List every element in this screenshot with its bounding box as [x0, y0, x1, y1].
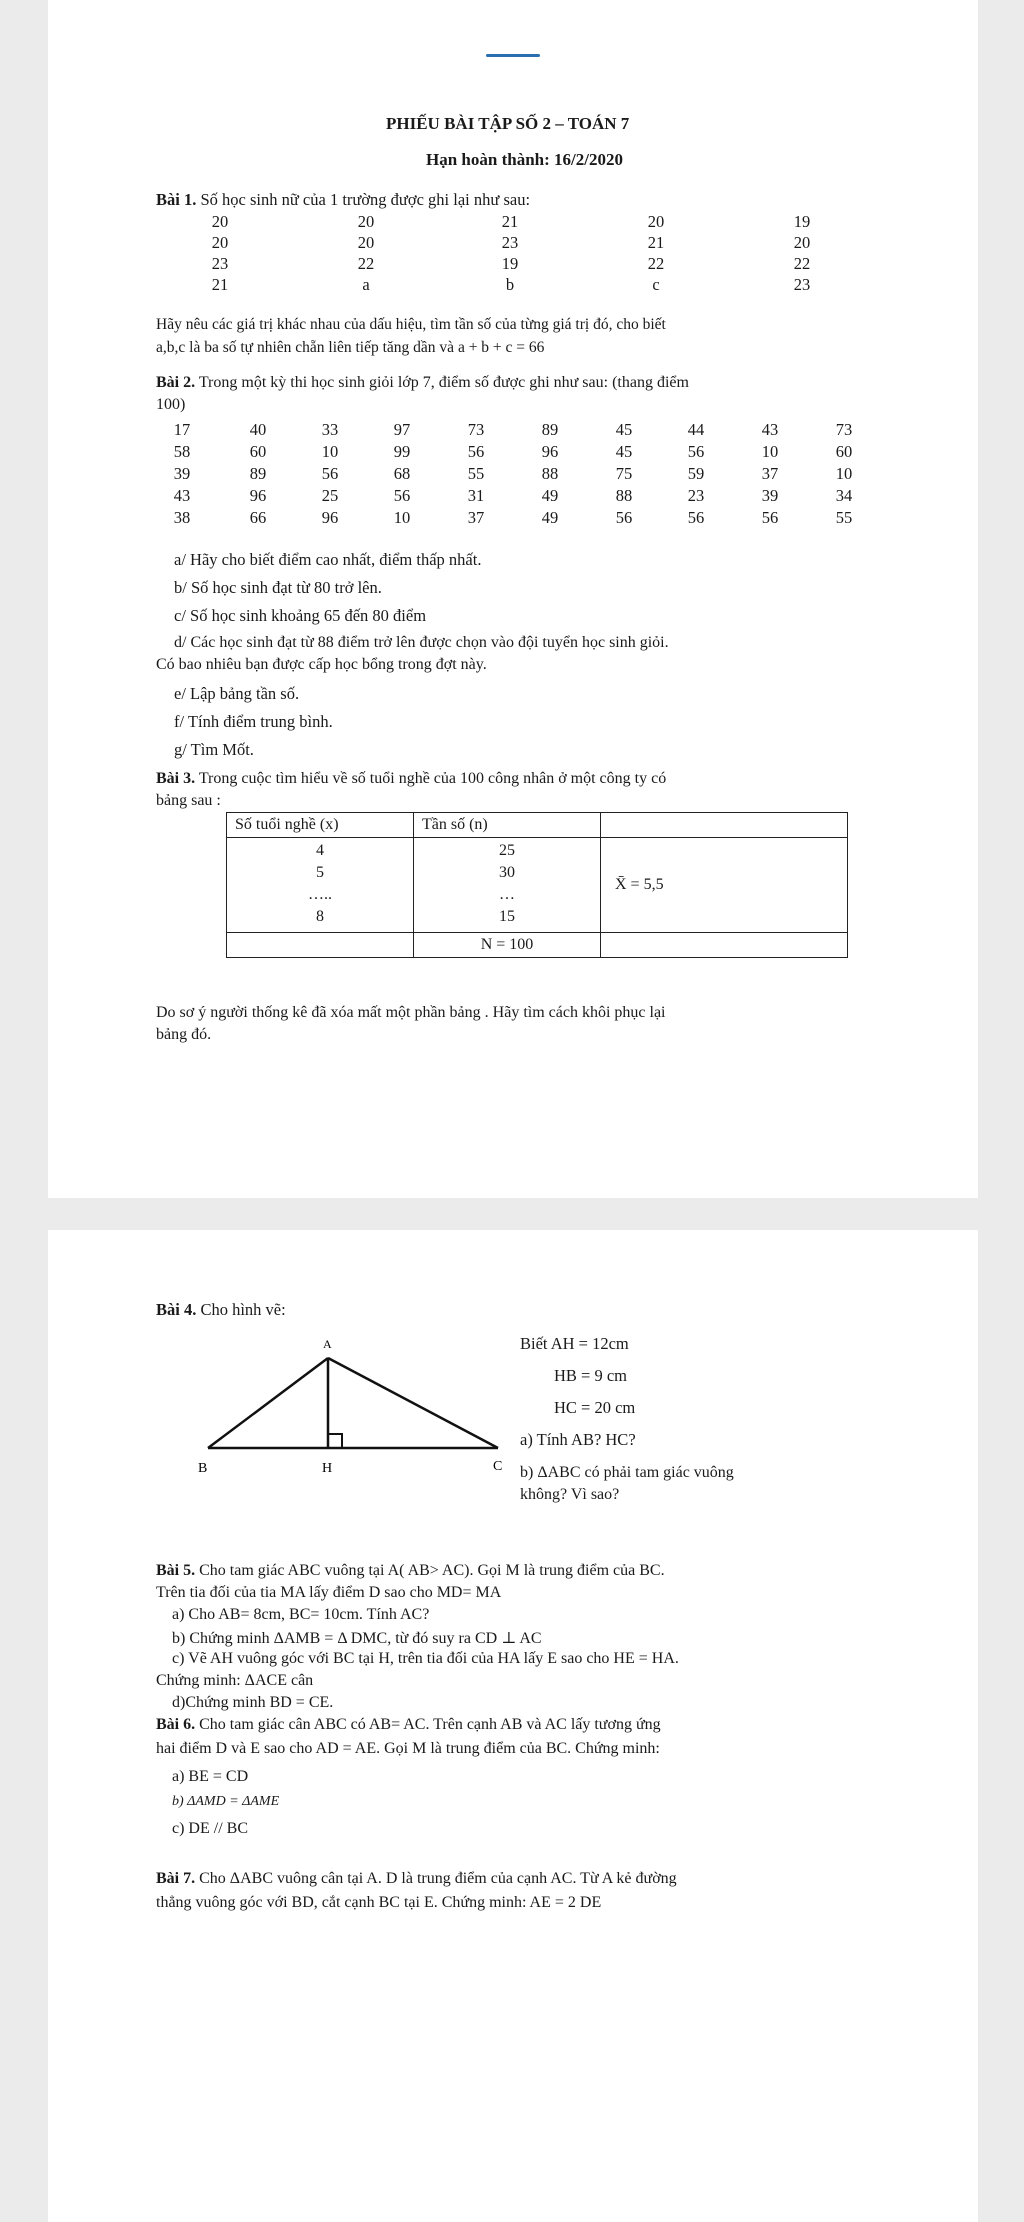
- bai4-given-3: HC = 20 cm: [554, 1398, 636, 1417]
- n-value: …: [499, 886, 515, 903]
- bai4-heading: [156, 1300, 286, 1320]
- point-c: C: [493, 1459, 503, 1474]
- bai2-cell: 89: [249, 464, 267, 483]
- bai1-cell: 20: [793, 233, 811, 252]
- bai2-cell: 56: [467, 442, 485, 461]
- bai2-cell: 97: [393, 420, 411, 439]
- bai2-cell: 37: [761, 464, 779, 483]
- col-header-empty: [601, 813, 848, 838]
- bai2-cell: 66: [249, 508, 267, 527]
- bai1-cell: 22: [793, 254, 811, 273]
- bai1-cell: b: [505, 275, 515, 294]
- n-value: 15: [499, 908, 515, 925]
- bai4-question-b1: b) ΔABC có phải tam giác vuông: [520, 1464, 734, 1481]
- bai2-cell: 75: [615, 464, 633, 483]
- side-ab: [208, 1358, 328, 1448]
- bai2-cell: 40: [249, 420, 267, 439]
- bai3-text: Trong cuộc tìm hiểu về số tuổi nghề của 100 công nhân ở một công ty có: [198, 770, 667, 787]
- point-b: B: [198, 1461, 208, 1476]
- bai2-cell: 45: [615, 442, 633, 461]
- bai1-cell: 20: [211, 212, 229, 231]
- bai1-heading: [156, 190, 530, 210]
- bai6-text-cont: hai điểm D và E sao cho AD = AE. Gọi M là trung điểm của BC. Chứng minh:: [156, 1740, 660, 1757]
- bai2-cell: 39: [173, 464, 191, 483]
- bai1-cell: 20: [357, 212, 375, 231]
- bai1-label: Bài 1.: [156, 190, 197, 209]
- bai2-question-c: c/ Số học sinh khoảng 65 đến 80 điểm: [174, 606, 427, 625]
- bai2-cell: 99: [393, 442, 411, 461]
- bai2-question-b: b/ Số học sinh đạt từ 80 trở lên.: [174, 578, 382, 597]
- bai6-label: Bài 6.: [156, 1716, 196, 1733]
- bai6-heading: [156, 1716, 661, 1734]
- bai2-cell: 10: [393, 508, 411, 527]
- bai4-given-2: HB = 9 cm: [554, 1366, 628, 1385]
- bai5-question-c: c) Vẽ AH vuông góc với BC tại H, trên tia đối của HA lấy E sao cho HE = HA.: [172, 1650, 679, 1667]
- bai1-cell: 21: [501, 212, 519, 231]
- bai5-text-cont: Trên tia đối của tia MA lấy điểm D sao cho MD= MA: [156, 1584, 502, 1601]
- bai2-cell: 55: [835, 508, 853, 527]
- bai5-question-c2: Chứng minh: ΔACE cân: [156, 1672, 314, 1689]
- bai6-question-a: a) BE = CD: [172, 1768, 249, 1785]
- bai2-text-cont: 100): [156, 396, 186, 413]
- bai2-question-e: e/ Lập bảng tần số.: [174, 684, 300, 703]
- bai2-cell: 44: [687, 420, 705, 439]
- bai6-question-c: c) DE // BC: [172, 1820, 248, 1837]
- bai1-cell: 22: [357, 254, 375, 273]
- bai7-text-cont: thẳng vuông góc với BD, cắt cạnh BC tại E. Chứng minh: AE = 2 DE: [156, 1894, 602, 1911]
- bai1-cell: 23: [211, 254, 229, 273]
- bai6-text: Cho tam giác cân ABC có AB= AC. Trên cạnh AB và AC lấy tương ứng: [199, 1716, 661, 1733]
- worksheet-page-2: [48, 1230, 978, 2222]
- bai4-given-1: Biết AH = 12cm: [520, 1334, 629, 1353]
- bai2-cell: 73: [467, 420, 485, 439]
- bai2-cell: 39: [761, 486, 779, 505]
- bai3-note-line2: bảng đó.: [156, 1026, 212, 1043]
- bai2-question-a: a/ Hãy cho biết điểm cao nhất, điểm thấp nhất.: [174, 550, 482, 569]
- col-header-n: Tần số (n): [414, 813, 601, 838]
- bai2-question-g: g/ Tìm Mốt.: [174, 740, 254, 759]
- total-cell: N = 100: [414, 933, 601, 958]
- x-values-cell: [227, 838, 414, 933]
- bai5-question-d: d)Chứng minh BD = CE.: [172, 1694, 334, 1711]
- side-ac: [328, 1358, 498, 1448]
- bai2-cell: 60: [249, 442, 267, 461]
- top-blue-mark: [486, 54, 540, 57]
- bai4-question-a: a) Tính AB? HC?: [520, 1430, 636, 1449]
- bai5-label: Bài 5.: [156, 1562, 196, 1579]
- bai6-question-b: b) ΔAMD = ΔAME: [172, 1794, 280, 1809]
- bai2-label: Bài 2.: [156, 374, 196, 391]
- right-angle-mark: [328, 1434, 342, 1448]
- bai7-heading: [156, 1870, 677, 1888]
- bai1-cell: 19: [793, 212, 811, 231]
- bai2-cell: 10: [835, 464, 853, 483]
- bai2-question-d2: Có bao nhiêu bạn được cấp học bổng trong đợt này.: [156, 656, 487, 673]
- bai1-cell: 21: [647, 233, 665, 252]
- frequency-table: [226, 812, 848, 958]
- bai1-cell: 20: [647, 212, 665, 231]
- bai2-cell: 59: [687, 464, 705, 483]
- bai2-cell: 43: [761, 420, 779, 439]
- bai1-cell: c: [652, 275, 660, 294]
- bai2-cell: 56: [615, 508, 633, 527]
- worksheet-page-1: [48, 0, 978, 1198]
- n-value: 30: [499, 864, 515, 881]
- bai1-question-line1: Hãy nêu các giá trị khác nhau của dấu hiệu, tìm tần số của từng giá trị đó, cho biết: [156, 316, 666, 333]
- bai2-cell: 17: [173, 420, 191, 439]
- bai1-cell: 20: [211, 233, 229, 252]
- bai2-text: Trong một kỳ thi học sinh giỏi lớp 7, điểm số được ghi như sau: (thang điểm: [198, 374, 689, 391]
- point-a: A: [323, 1337, 332, 1351]
- bai5-question-a: a) Cho AB= 8cm, BC= 10cm. Tính AC?: [172, 1606, 430, 1623]
- mean-cell: [601, 838, 848, 933]
- bai2-cell: 88: [541, 464, 559, 483]
- bai2-cell: 68: [393, 464, 411, 483]
- bai2-cell: 49: [541, 486, 559, 505]
- bai1-cell: a: [362, 275, 370, 294]
- bai3-text-cont: bảng sau :: [156, 792, 221, 809]
- table-body-row: [227, 838, 848, 933]
- bai1-cell: 23: [501, 233, 519, 252]
- bai2-question-f: f/ Tính điểm trung bình.: [174, 712, 333, 731]
- bai5-text: Cho tam giác ABC vuông tại A( AB> AC). Gọi M là trung điểm của BC.: [199, 1562, 665, 1579]
- bai7-label: Bài 7.: [156, 1870, 196, 1887]
- bai1-cell: 22: [647, 254, 665, 273]
- bai2-cell: 60: [835, 442, 853, 461]
- x-value: 5: [316, 864, 324, 881]
- bai2-cell: 89: [541, 420, 559, 439]
- bai2-cell: 43: [173, 486, 191, 505]
- bai2-cell: 38: [173, 508, 191, 527]
- bai2-cell: 88: [615, 486, 633, 505]
- bai2-cell: 96: [249, 486, 267, 505]
- x-value: 4: [316, 842, 324, 859]
- triangle-figure: [198, 1330, 518, 1480]
- bai1-cell: 20: [357, 233, 375, 252]
- deadline: Hạn hoàn thành: 16/2/2020: [426, 150, 623, 169]
- bai2-cell: 56: [393, 486, 411, 505]
- bai2-cell: 31: [467, 486, 485, 505]
- bai2-cell: 96: [541, 442, 559, 461]
- bai2-cell: 55: [467, 464, 485, 483]
- x-value: …..: [308, 886, 332, 903]
- bai2-cell: 37: [467, 508, 485, 527]
- bai2-cell: 56: [687, 508, 705, 527]
- total-empty: [227, 933, 414, 958]
- bai1-cell: 21: [211, 275, 229, 294]
- bai2-cell: 45: [615, 420, 633, 439]
- bai2-cell: 73: [835, 420, 853, 439]
- n-value: 25: [499, 842, 515, 859]
- bai5-heading: [156, 1562, 665, 1580]
- bai2-cell: 10: [321, 442, 339, 461]
- bai4-label: Bài 4.: [156, 1300, 197, 1319]
- bai4-question-b2: không? Vì sao?: [520, 1486, 620, 1503]
- total-empty-2: [601, 933, 848, 958]
- x-value: 8: [316, 908, 324, 925]
- bai2-question-d1: d/ Các học sinh đạt từ 88 điểm trở lên được chọn vào đội tuyển học sinh giỏi.: [174, 634, 669, 651]
- bai2-cell: 49: [541, 508, 559, 527]
- bai2-cell: 23: [687, 486, 705, 505]
- bai3-note-line1: Do sơ ý người thống kê đã xóa mất một phần bảng . Hãy tìm cách khôi phục lại: [156, 1004, 666, 1021]
- bai2-cell: 56: [321, 464, 339, 483]
- bai2-heading: [156, 374, 689, 392]
- bai1-cell: 19: [501, 254, 519, 273]
- worksheet-title: PHIẾU BÀI TẬP SỐ 2 – TOÁN 7: [386, 114, 630, 133]
- bai3-label: Bài 3.: [156, 770, 196, 787]
- point-h: H: [322, 1461, 333, 1476]
- table-header-row: [227, 813, 848, 838]
- bai3-heading: [156, 770, 666, 788]
- bai2-cell: 25: [321, 486, 339, 505]
- bai2-cell: 58: [173, 442, 191, 461]
- col-header-x: Số tuổi nghề (x): [227, 813, 414, 838]
- bai2-cell: 56: [761, 508, 779, 527]
- bai1-cell: 23: [793, 275, 811, 294]
- bai2-cell: 33: [321, 420, 339, 439]
- bai4-text: Cho hình vẽ:: [200, 1300, 286, 1319]
- bai2-cell: 56: [687, 442, 705, 461]
- bai7-text: Cho ΔABC vuông cân tại A. D là trung điểm của cạnh AC. Từ A kẻ đường: [199, 1870, 677, 1887]
- bai2-cell: 96: [321, 508, 339, 527]
- table-total-row: [227, 933, 848, 958]
- bai5-question-b: b) Chứng minh ΔAMB = Δ DMC, từ đó suy ra CD ⊥ AC: [172, 1630, 542, 1647]
- bai2-cell: 34: [835, 486, 853, 505]
- bai1-text: Số học sinh nữ của 1 trường được ghi lại như sau:: [200, 190, 531, 209]
- mean-value: X̄ = 5,5: [615, 876, 664, 893]
- n-values-cell: [414, 838, 601, 933]
- bai2-cell: 10: [761, 442, 779, 461]
- bai1-question-line2: a,b,c là ba số tự nhiên chẵn liên tiếp tăng dần và a + b + c = 66: [156, 339, 545, 356]
